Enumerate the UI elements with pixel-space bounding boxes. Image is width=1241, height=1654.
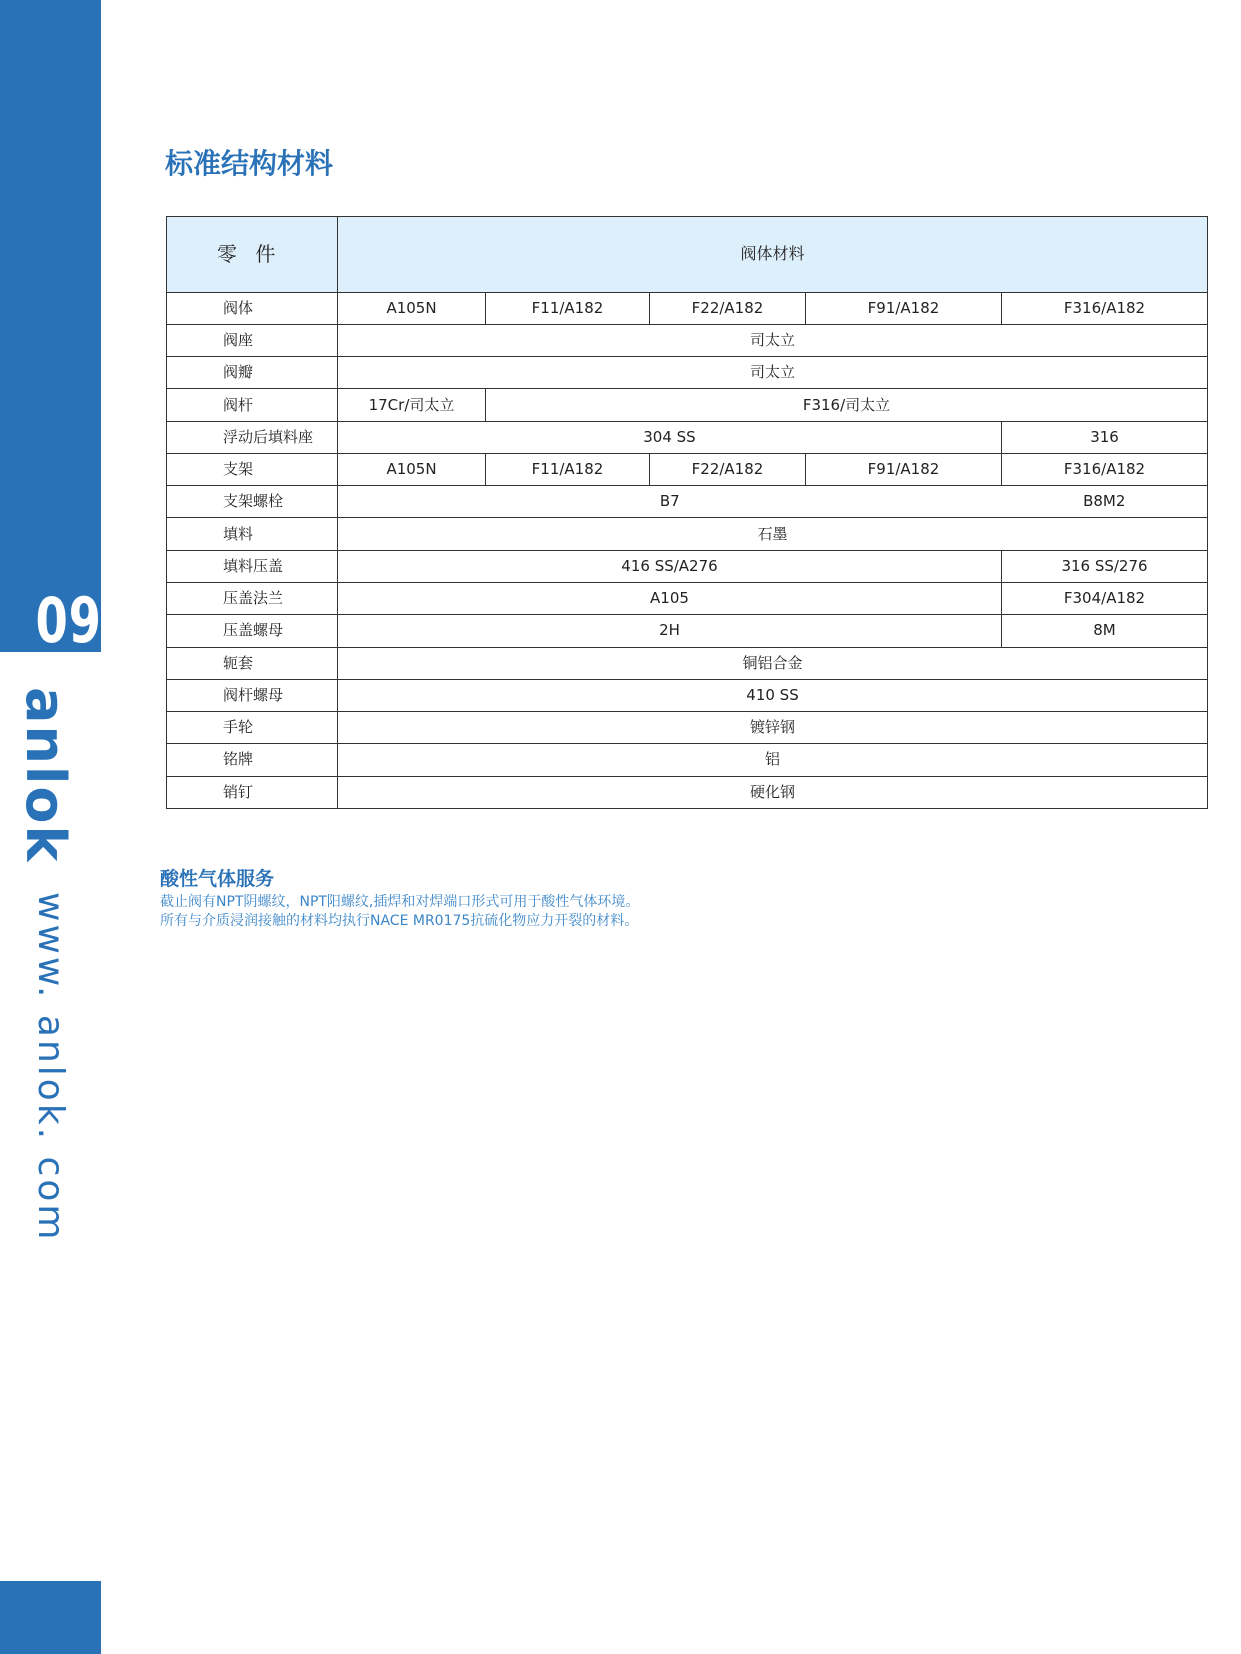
cell: 8M [1002,615,1208,647]
row-part: 压盖法兰 [167,583,338,615]
row-part: 支架 [167,453,338,485]
cell: 石墨 [338,518,1208,550]
row-part: 浮动后填料座 [167,421,338,453]
cell: F91/A182 [806,292,1002,324]
table-row [167,292,1208,324]
cell: 司太立 [338,324,1208,356]
cell: 铜铝合金 [338,647,1208,679]
row-part: 填料 [167,518,338,550]
row-part: 阀体 [167,292,338,324]
table-row [167,679,1208,711]
page-number: 09 [35,584,102,657]
cell: F316/司太立 [486,389,1208,421]
cell: 镀锌钢 [338,712,1208,744]
sour-gas-title: 酸性气体服务 [160,868,275,890]
row-part: 销钉 [167,776,338,808]
cell: 司太立 [338,357,1208,389]
table-row [167,550,1208,582]
brand-logo-text: anlok [14,687,77,864]
cell: F22/A182 [650,453,806,485]
table-row [167,486,1208,518]
website-url: www. anlok. com [30,892,71,1243]
cell: 316 SS/276 [1002,550,1208,582]
header-material: 阀体材料 [338,217,1208,293]
sidebar-band-bottom [0,1581,101,1654]
header-part: 零 件 [167,217,338,293]
row-part: 轭套 [167,647,338,679]
cell: 316 [1002,421,1208,453]
page-title: 标准结构材料 [165,147,334,180]
table-row [167,518,1208,550]
cell: F11/A182 [486,292,650,324]
cell: 17Cr/司太立 [338,389,486,421]
cell: B7 [338,486,1002,518]
cell: 304 SS [338,421,1002,453]
cell: F316/A182 [1002,453,1208,485]
table-row [167,453,1208,485]
sour-gas-line-2: 所有与介质浸润接触的材料均执行NACE MR0175抗硫化物应力开裂的材料。 [160,913,639,929]
cell: 铝 [338,744,1208,776]
row-part: 压盖螺母 [167,615,338,647]
row-part: 阀杆 [167,389,338,421]
cell: F304/A182 [1002,583,1208,615]
cell: F11/A182 [486,453,650,485]
cell: 416 SS/A276 [338,550,1002,582]
sour-gas-line-1: 截止阀有NPT阴螺纹，NPT阳螺纹,插焊和对焊端口形式可用于酸性气体环境。 [160,894,640,910]
cell: 2H [338,615,1002,647]
table-row [167,744,1208,776]
cell: B8M2 [1002,486,1208,518]
cell: 硬化钢 [338,776,1208,808]
row-part: 铭牌 [167,744,338,776]
table-row [167,357,1208,389]
table-row [167,583,1208,615]
row-part: 阀座 [167,324,338,356]
table-row [167,647,1208,679]
table-header-row [167,217,1208,293]
table-row [167,421,1208,453]
cell: F91/A182 [806,453,1002,485]
row-part: 支架螺栓 [167,486,338,518]
cell: A105N [338,292,486,324]
cell: F22/A182 [650,292,806,324]
cell: F316/A182 [1002,292,1208,324]
table-row [167,389,1208,421]
cell: A105 [338,583,1002,615]
table-row [167,776,1208,808]
sidebar-band-top [0,0,102,657]
row-part: 手轮 [167,712,338,744]
cell: 410 SS [338,679,1208,711]
cell: A105N [338,453,486,485]
table-row [167,615,1208,647]
row-part: 阀杆螺母 [167,679,338,711]
table-row [167,712,1208,744]
materials-table [166,216,1208,809]
row-part: 填料压盖 [167,550,338,582]
row-part: 阀瓣 [167,357,338,389]
table-row [167,324,1208,356]
